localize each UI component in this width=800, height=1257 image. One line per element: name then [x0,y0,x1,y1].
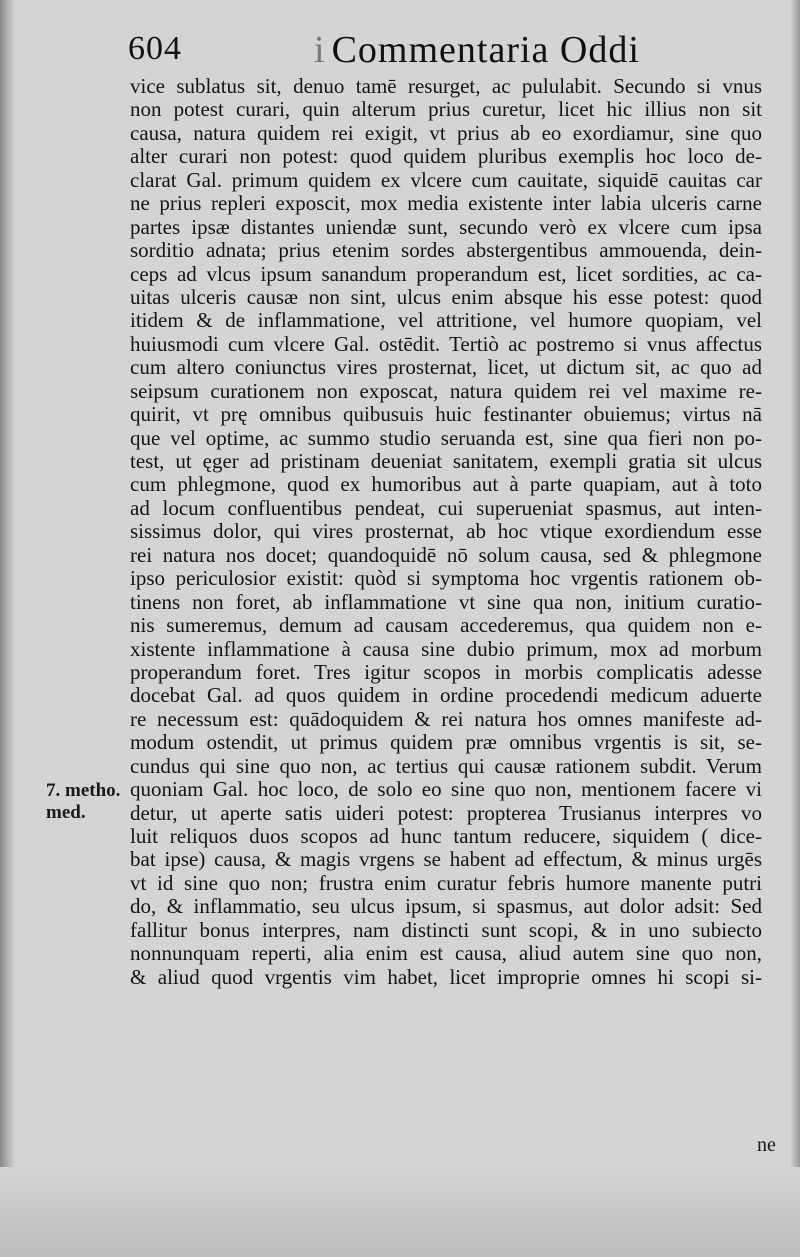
text-line: causa, natura quidem rei exigit, vt prius ab eo exordiamur, sine quo [130,120,762,145]
body-text [130,75,762,989]
text-line: test, ut ęger ad pristinam deueniat sanitatem, exempli gratia sit ulcus [130,449,762,473]
text-line: ipso periculosior existit: quòd si symptoma hoc vrgentis rationem ob- [130,566,762,591]
text-line: docebat Gal. ad quos quidem in ordine procedendi medicum aduerte [130,683,762,708]
page-bottom-shade [0,1167,800,1257]
text-line: seipsum curationem non exposcat, natura quidem rei vel maxime re- [130,378,762,403]
text-line: sorditio adnata; prius etenim sordes abstergentibus ammouenda, dein- [130,238,762,263]
text-line: xistente inflammatione à causa sine dubio primum, mox ad morbum [130,636,762,661]
text-line: alter curari non potest: quod quidem pluribus exemplis hoc loco de- [130,144,762,169]
catchword: ne [757,1134,776,1156]
text-line: properandum foret. Tres igitur scopos in morbis complicatis adesse [130,659,762,684]
running-title-text: Commentaria Oddi [331,29,640,71]
running-title-prefix: i [314,29,326,71]
margin-note-line: 7. metho. [46,780,121,801]
text-line: cum altero coniunctus vires prosternat, licet, ut dictum sit, ac quo ad [130,355,762,380]
page-number: 604 [128,30,182,67]
text-line: vice sublatus sit, denuo tamē resurget, ac pululabit. Secundo si vnus [130,74,762,98]
text-line: bat ipse) causa, & magis vrgens se habent ad effectum, & minus urgēs [130,847,762,872]
text-line: clarat Gal. primum quidem ex vlcere cum cauitate, siquidē cauitas car [130,167,762,192]
margin-note-line: med. [46,802,86,823]
page-edge-shadow [790,0,800,1257]
text-line: non potest curari, quin alterum prius curetur, licet hic illius non sit [130,97,762,122]
text-line: & aliud quod vrgentis vim habet, licet improprie omnes hi scopi si- [130,964,762,989]
page-header [128,28,768,78]
text-line: ne prius repleri exposcit, mox media existente inter labia ulceris carne [130,191,762,216]
text-line: huiusmodi cum vlcere Gal. ostēdit. Tertiò ac postremo si vnus affectus [130,331,762,356]
text-line: itidem & de inflammatione, vel attritione, vel humore quopiam, vel [130,308,762,333]
text-line: tinens non foret, ab inflammatione vt sine qua non, initium curatio- [130,589,762,614]
text-line: ad locum confluentibus pendeat, cui superueniat spasmus, aut inten- [130,495,762,520]
text-line: vt id sine quo non; frustra enim curatur febris humore manente putri [130,870,762,895]
page-gutter-shadow [0,0,14,1257]
text-line: quoniam Gal. hoc loco, de solo eo sine quo non, mentionem facere vi [130,777,762,802]
text-line: fallitur bonus interpres, nam distincti sunt scopi, & in uno subiecto [130,917,762,942]
text-line: nonnunquam reperti, alia enim est causa, aliud autem sine quo non, [130,941,762,966]
margin-note [46,780,132,824]
text-line: sissimus dolor, qui vires prosternat, ab hoc vtique exordiendum esse [130,519,762,544]
text-line: partes ipsæ distantes uniendæ sunt, secundo verò ex vlcere cum ipsa [130,214,762,239]
text-line: rei natura nos docet; quandoquidē nō solum causa, sed & phlegmone [130,542,762,567]
text-line: luit reliquos duos scopos ad hunc tantum reducere, siquidem ( dice- [130,824,762,848]
text-line: cum phlegmone, quod ex humoribus aut à parte quapiam, aut à toto [130,472,762,497]
text-line: nis sumeremus, demum ad causam accederemus, qua quidem non e- [130,613,762,638]
text-line: modum ostendit, ut primus quidem præ omnibus vrgentis is sit, se- [130,730,762,755]
text-line: do, & inflammatio, seu ulcus ipsum, si spasmus, aut dolor adsit: Sed [130,894,762,919]
running-title [314,28,640,72]
text-line: ceps ad vlcus ipsum sanandum properandum est, licet sordities, ac ca- [130,261,762,286]
text-line: re necessum est: quādoquidem & rei natura hos omnes manifeste ad- [130,706,762,731]
text-line: quirit, vt prę omnibus quibusuis huic festinanter obuiemus; virtus nā [130,402,762,427]
text-line: cundus qui sine quo non, ac tertius qui causæ rationem subdit. Verum [130,753,762,778]
text-line: que vel optime, ac summo studio seruanda est, sine qua fieri non po- [130,425,762,450]
text-line: uitas ulceris causæ non sint, ulcus enim absque his esse potest: quod [130,284,762,309]
text-line: detur, ut aperte satis uideri potest: propterea Trusianus interpres vo [130,800,762,825]
